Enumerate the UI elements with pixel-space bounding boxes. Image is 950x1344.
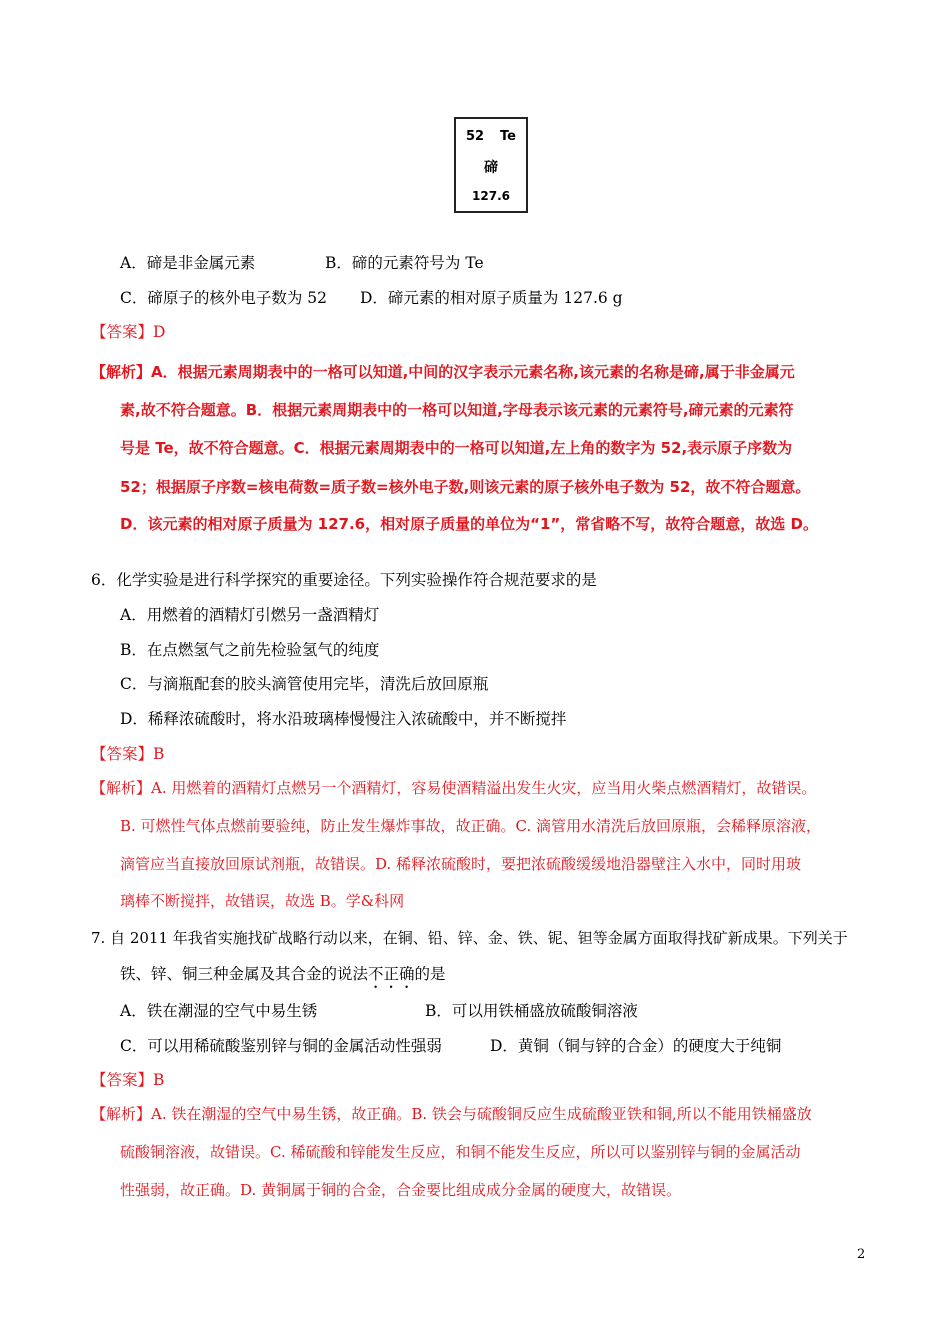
- q6-option-c: C．与滴瓶配套的胶头滴管使用完毕，清洗后放回原瓶: [120, 675, 489, 693]
- q5-answer: 【答案】D: [91, 323, 166, 341]
- q6-stem: 6．化学实验是进行科学探究的重要途径。下列实验操作符合规范要求的是: [91, 571, 597, 589]
- q7-option-c: C．可以用稀硫酸鉴别锌与铜的金属活动性强弱: [120, 1037, 442, 1055]
- q7-answer: 【答案】B: [91, 1071, 165, 1089]
- atomic-mass: 127.6: [472, 189, 510, 203]
- q6-analysis-line: 【解析】A. 用燃着的酒精灯点燃另一个酒精灯，容易使酒精溢出发生火灾，应当用火柴点燃酒精灯，故错误。: [91, 779, 817, 797]
- q7-stem-line1: 7. 自 2011 年我省实施找矿战略行动以来，在铜、铅、锌、金、铁、铌、钽等金属方面取得找矿新成果。下列关于: [91, 929, 848, 947]
- q5-analysis-line: 素,故不符合题意。B．根据元素周期表中的一格可以知道,字母表示该元素的元素符号,碲元素的元素符: [120, 401, 794, 419]
- q5-option-b: B．碲的元素符号为 Te: [325, 254, 484, 272]
- periodic-table-tile: [454, 117, 528, 213]
- q5-analysis-line: 52；根据原子序数=核电荷数=质子数=核外电子数,则该元素的原子核外电子数为 52，故不符合题意。: [120, 478, 811, 496]
- q6-analysis-line: B. 可燃性气体点燃前要验纯，防止发生爆炸事故，故正确。C. 滴管用水清洗后放回原瓶，会稀释原溶液，: [120, 817, 822, 835]
- element-symbol: Te: [500, 129, 516, 144]
- q7-stem-line2-pre: 铁、锌、铜三种金属及其合金的说法: [120, 965, 369, 983]
- q7-stem-line2: [120, 964, 446, 992]
- q5-analysis-line: D．该元素的相对原子质量为 127.6，相对原子质量的单位为“1”，常省略不写，故符合题意，故选 D。: [120, 515, 818, 533]
- q7-analysis-line: 性强弱，故正确。D. 黄铜属于铜的合金，合金要比组成成分金属的硬度大，故错误。: [120, 1181, 682, 1199]
- q6-option-a: A．用燃着的酒精灯引燃另一盏酒精灯: [120, 606, 380, 624]
- q6-analysis-line: 璃棒不断搅拌，故错误，故选 B。学&科网: [120, 892, 405, 910]
- element-name: 碲: [484, 160, 498, 176]
- q7-analysis-line: 【解析】A. 铁在潮湿的空气中易生锈，故正确。B. 铁会与硫酸铜反应生成硫酸亚铁和铜,所以不能用铁桶盛放: [91, 1105, 812, 1123]
- q7-stem-line2-post: 的是: [414, 965, 446, 983]
- q7-option-b: B．可以用铁桶盛放硫酸铜溶液: [425, 1002, 638, 1020]
- q5-analysis-line: 【解析】A．根据元素周期表中的一格可以知道,中间的汉字表示元素名称,该元素的名称是碲,属于非金属元: [91, 363, 795, 381]
- q7-analysis-line: 硫酸铜溶液，故错误。C. 稀硫酸和锌能发生反应，和铜不能发生反应，所以可以鉴别锌与铜的金属活动: [120, 1143, 801, 1161]
- q6-analysis-line: 滴管应当直接放回原试剂瓶，故错误。D. 稀释浓硫酸时，要把浓硫酸缓缓地沿器壁注入水中，同时用玻: [120, 855, 802, 873]
- q7-stem-emphasis: 不正确: [368, 965, 415, 983]
- q6-option-d: D．稀释浓硫酸时，将水沿玻璃棒慢慢注入浓硫酸中，并不断搅拌: [120, 710, 567, 728]
- q5-analysis-line: 号是 Te，故不符合题意。C．根据元素周期表中的一格可以知道,左上角的数字为 52,表示原子序数为: [120, 439, 793, 457]
- q5-option-d: D．碲元素的相对原子质量为 127.6 g: [360, 289, 623, 307]
- q6-answer: 【答案】B: [91, 745, 165, 763]
- q7-option-d: D．黄铜（铜与锌的合金）的硬度大于纯铜: [490, 1037, 782, 1055]
- page-number: 2: [857, 1247, 866, 1262]
- atomic-number: 52: [466, 129, 485, 144]
- q5-option-c: C．碲原子的核外电子数为 52: [120, 289, 328, 307]
- q5-option-a: A．碲是非金属元素: [120, 254, 256, 272]
- q7-option-a: A．铁在潮湿的空气中易生锈: [120, 1002, 318, 1020]
- q6-option-b: B．在点燃氢气之前先检验氢气的纯度: [120, 641, 380, 659]
